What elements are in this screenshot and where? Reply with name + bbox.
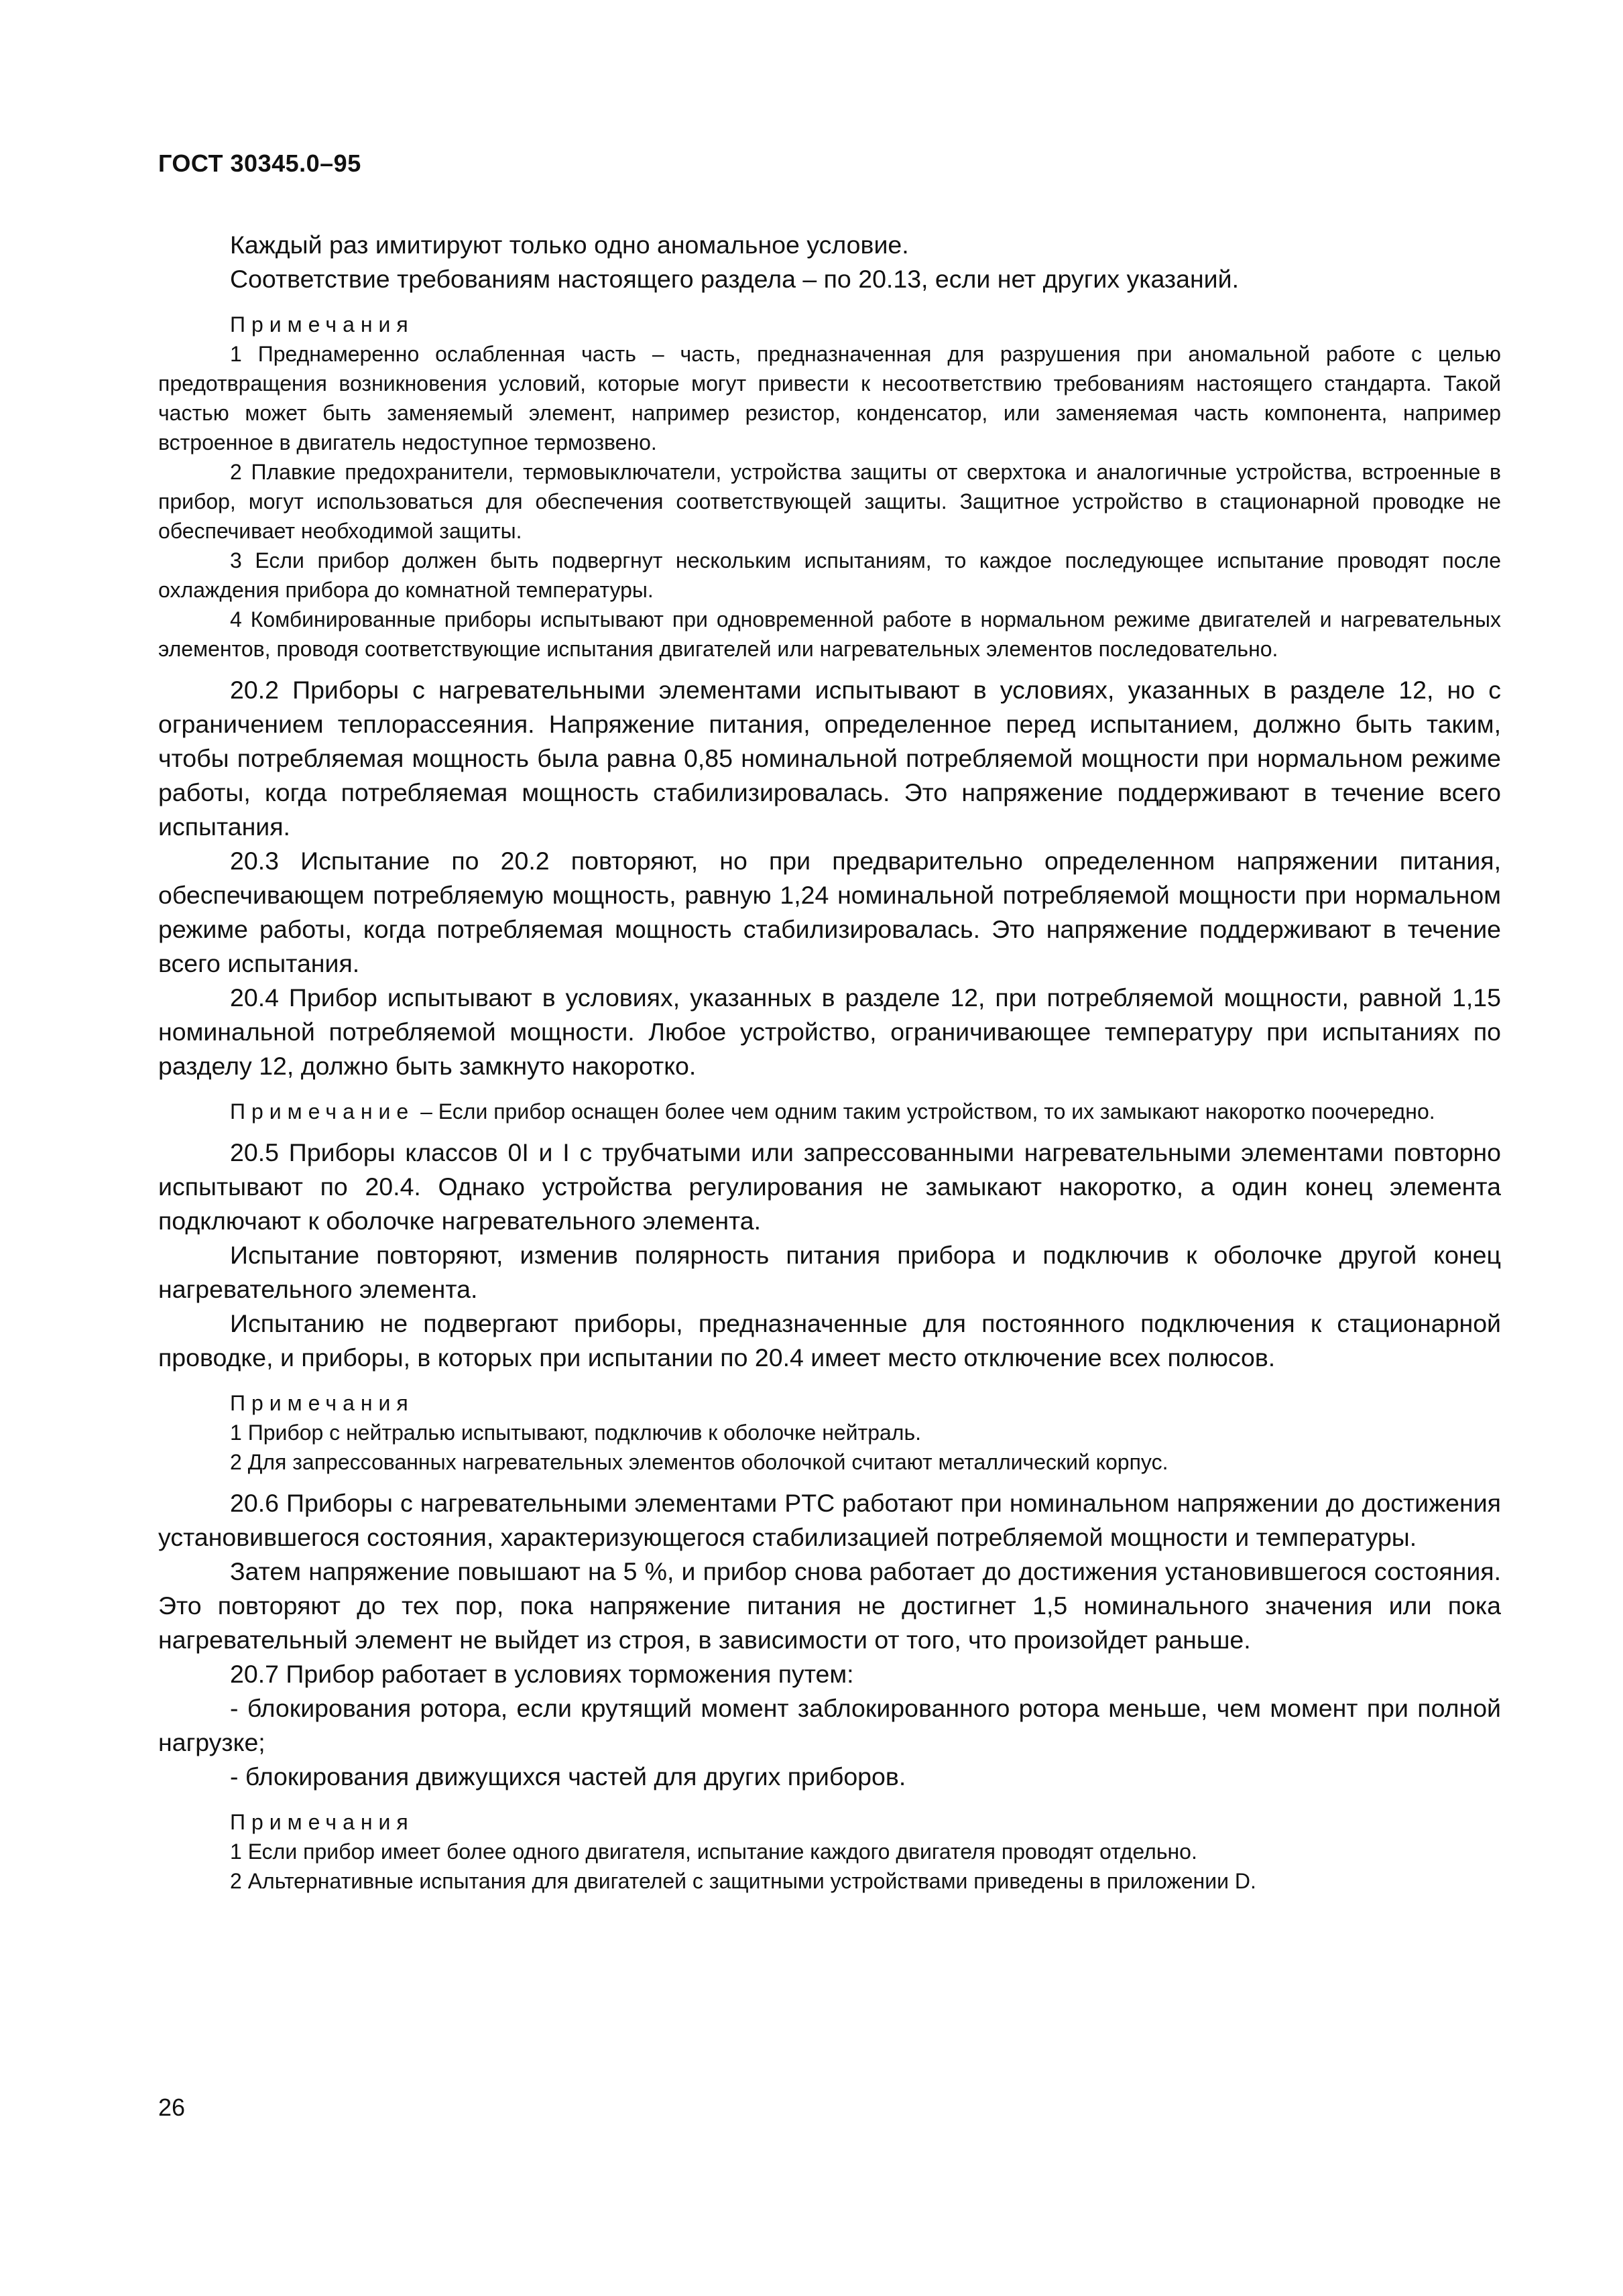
notes-heading-d: Примечания [230, 1810, 414, 1834]
clause-20-5-repeat: Испытание повторяют, изменив полярность питания прибора и подключив к оболочке другой конец нагревательного элемента. [158, 1241, 1501, 1303]
clause-20-4: 20.4 Прибор испытывают в условиях, указанных в разделе 12, при потребляемой мощности, равной 1,15 номинальной потребляемой мощности. Любое устройство, ограничивающее температуру при испытаниях по разделу 12, должно быть замкнуто накоротко. [158, 983, 1501, 1080]
page-number: 26 [158, 2094, 186, 2121]
note-b-heading: Примечание [230, 1099, 415, 1124]
notes-heading-a: Примечания [230, 312, 414, 337]
note-a-4: 4 Комбинированные приборы испытывают при одновременной работе в нормальном режиме двигателей и нагревательных элементов, проводя соответствующие испытания двигателей или нагревательных элементов последовательно. [158, 607, 1501, 661]
clause-20-2: 20.2 Приборы с нагревательными элементами испытывают в условиях, указанных в разделе 12, но с ограничением теплорассеяния. Напряжение питания, определенное перед испытанием, должно быть таким, чтобы потребляемая мощность была равна 0,85 номинальной потребляемой мощности при нормальном режиме работы, когда потребляемая мощность стабилизировалась. Это напряжение поддерживают в течение всего испытания. [158, 676, 1501, 841]
clause-20-7-item-moving-parts: - блокирования движущихся частей для других приборов. [230, 1762, 906, 1791]
note-a-3: 3 Если прибор должен быть подвергнут нескольким испытаниям, то каждое последующее испытание проводят после охлаждения прибора до комнатной температуры. [158, 548, 1501, 602]
note-b [158, 1097, 1501, 1126]
page-content [158, 228, 1501, 1896]
paragraph-intro-1: Каждый раз имитируют только одно аномальное условие. [230, 231, 909, 259]
note-a-2: 2 Плавкие предохранители, термовыключатели, устройства защиты от сверхтока и аналогичные устройства, встроенные в прибор, могут использоваться для обеспечения соответствующей защиты. Защитное устройство в стационарной проводке не обеспечивает необходимой защиты. [158, 460, 1501, 543]
note-c-1: 1 Прибор с нейтралью испытывают, подключив к оболочке нейтраль. [230, 1421, 922, 1445]
clause-20-3: 20.3 Испытание по 20.2 повторяют, но при предварительно определенном напряжении питания, обеспечивающем потребляемую мощность, равную 1,24 номинальной потребляемой мощности при нормальном режиме работы, когда потребляемая мощность стабилизировалась. Это напряжение поддерживают в течение всего испытания. [158, 847, 1501, 977]
clause-20-5: 20.5 Приборы классов 0I и I с трубчатыми или запрессованными нагревательными элементами повторно испытывают по 20.4. Однако устройства регулирования не замыкают накоротко, а один конец элемента подключают к оболочке нагревательного элемента. [158, 1138, 1501, 1235]
clause-20-7-item-rotor: - блокирования ротора, если крутящий момент заблокированного ротора меньше, чем момент при полной нагрузке; [158, 1694, 1501, 1756]
note-d-2: 2 Альтернативные испытания для двигателей с защитными устройствами приведены в приложении D. [230, 1869, 1256, 1893]
clause-20-7: 20.7 Прибор работает в условиях торможения путем: [230, 1660, 854, 1688]
note-a-1: 1 Преднамеренно ослабленная часть – часть, предназначенная для разрушения при аномальной работе с целью предотвращения возникновения условий, которые могут привести к несоответствию требованиям настоящего стандарта. Такой частью может быть заменяемый элемент, например резистор, конденсатор, или заменяемая часть компонента, например встроенное в двигатель недоступное термозвено. [158, 342, 1501, 455]
clause-20-6-continued: Затем напряжение повышают на 5 %, и прибор снова работает до достижения установившегося состояния. Это повторяют до тех пор, пока напряжение питания не достигнет 1,5 номинального значения или пока нагревательный элемент не выйдет из строя, в зависимости от того, что произойдет раньше. [158, 1557, 1501, 1654]
note-d-1: 1 Если прибор имеет более одного двигателя, испытание каждого двигателя проводят отдельно. [230, 1839, 1197, 1864]
notes-heading-c: Примечания [230, 1391, 414, 1415]
clause-20-5-exemption: Испытанию не подвергают приборы, предназначенные для постоянного подключения к стационарной проводке, и приборы, в которых при испытании по 20.4 имеет место отключение всех полюсов. [158, 1309, 1501, 1372]
note-c-2: 2 Для запрессованных нагревательных элементов оболочкой считают металлический корпус. [230, 1450, 1168, 1474]
paragraph-intro-2: Соответствие требованиям настоящего раздела – по 20.13, если нет других указаний. [230, 265, 1239, 293]
clause-20-6: 20.6 Приборы с нагревательными элементами PTC работают при номинальном напряжении до достижения установившегося состояния, характеризующегося стабилизацией потребляемой мощности и температуры. [158, 1489, 1501, 1551]
standard-code-header: ГОСТ 30345.0–95 [158, 149, 361, 177]
note-b-text: – Если прибор оснащен более чем одним таким устройством, то их замыкают накоротко поочередно. [414, 1099, 1435, 1124]
